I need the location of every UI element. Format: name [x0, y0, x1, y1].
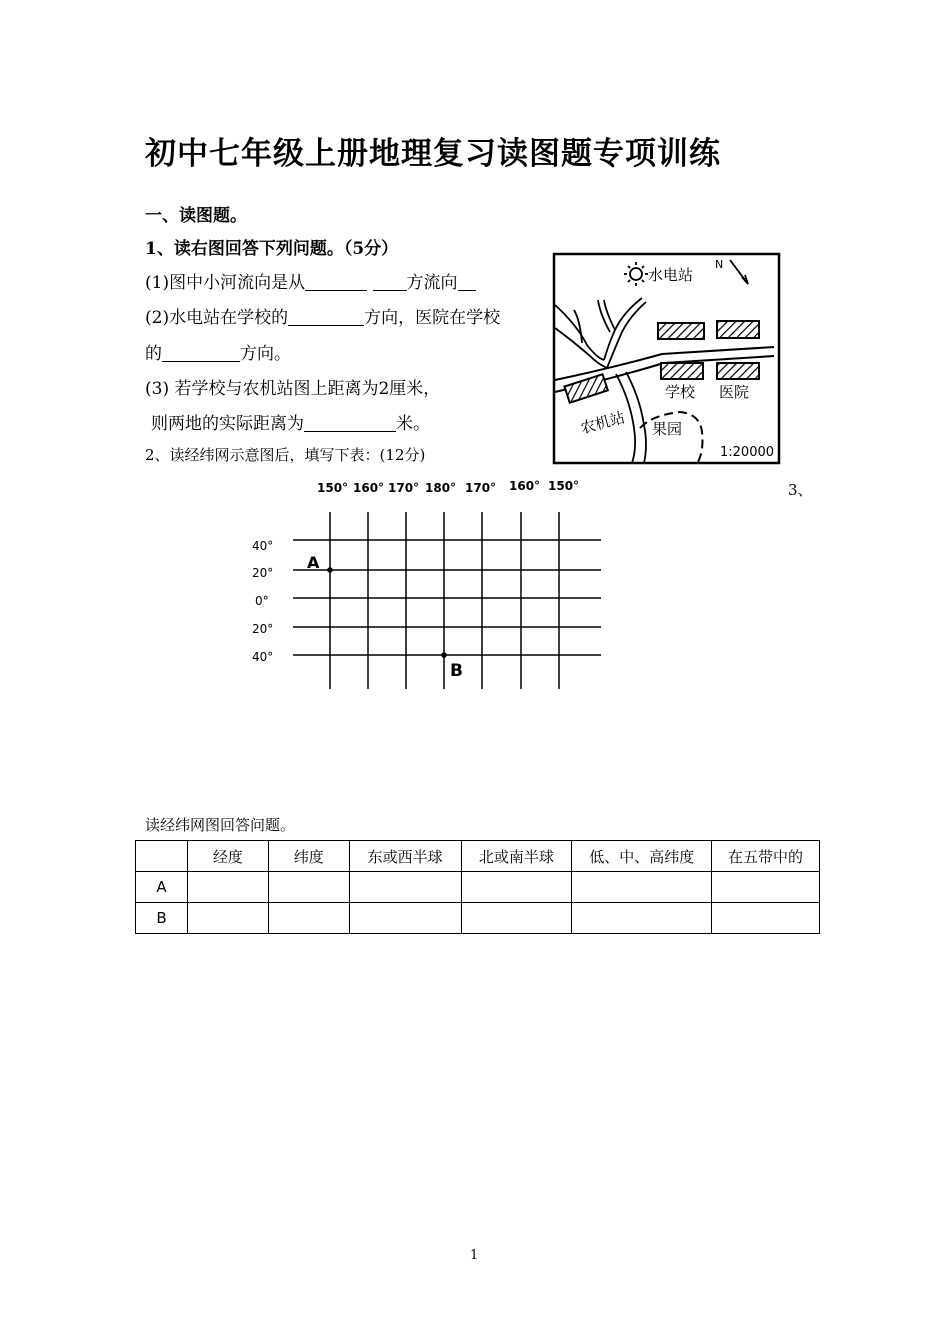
page-title: 初中七年级上册地理复习读图题专项训练 [145, 136, 721, 172]
answer-blank[interactable] [305, 273, 367, 291]
longitude-label: 150° [317, 481, 349, 495]
table-header-cell: 经度 [187, 841, 268, 872]
label-hospital: 医院 [719, 383, 750, 401]
grid-lines [293, 512, 601, 689]
answer-cell[interactable] [349, 872, 461, 903]
q2-heading: 2、读经纬网示意图后，填写下表：(12分) [145, 446, 426, 464]
q1-line-2-text-a: (2)水电站在学校的 [145, 308, 289, 328]
answer-cell[interactable] [461, 872, 572, 903]
q1-line-2-text-b: 方向，医院在学校 [364, 308, 501, 328]
longitude-label: 160° [509, 479, 541, 493]
building-hatched [717, 321, 759, 338]
hospital-building [717, 363, 759, 379]
longitude-label: 150° [548, 479, 580, 493]
north-label: N [715, 258, 724, 271]
label-orchard: 果园 [652, 420, 683, 438]
answer-cell[interactable] [349, 903, 461, 934]
table-header-cell: 纬度 [268, 841, 349, 872]
q1-line-5-text-b: 米。 [396, 414, 430, 434]
table-row [136, 903, 820, 934]
answer-cell[interactable] [461, 903, 572, 934]
table-caption: 读经纬网图回答问题。 [145, 816, 296, 834]
answer-cell[interactable] [268, 903, 349, 934]
table-row [136, 872, 820, 903]
row-label: A [136, 872, 188, 903]
longitude-label: 180° [425, 481, 457, 495]
label-hydro-station: 水电站 [648, 266, 694, 284]
answer-cell[interactable] [187, 872, 268, 903]
answer-blank[interactable] [373, 273, 407, 291]
answer-cell[interactable] [268, 872, 349, 903]
table-header-cell: 低、中、高纬度 [572, 841, 712, 872]
point-b-label: B [450, 661, 463, 681]
answer-table [135, 840, 820, 934]
answer-cell[interactable] [572, 872, 712, 903]
q1-line-3-text-a: 的 [145, 344, 162, 364]
q1-line-5 [151, 409, 430, 434]
latitude-label: 40° [252, 539, 274, 553]
map-scale: 1:20000 [720, 445, 775, 460]
answer-blank[interactable] [304, 414, 396, 432]
answer-blank[interactable] [162, 344, 240, 362]
q1-line-3-text-b: 方向。 [240, 344, 291, 364]
answer-blank[interactable] [288, 308, 364, 326]
row-label: B [136, 903, 188, 934]
q1-line-5-text-a: 则两地的实际距离为 [151, 414, 304, 434]
table-header-row [136, 841, 820, 872]
table-header-cell: 东或西半球 [349, 841, 461, 872]
point-a-dot [327, 567, 333, 573]
q1-line-3 [145, 339, 291, 364]
longitude-label: 170° [465, 481, 497, 495]
latitude-label: 40° [252, 650, 274, 664]
q1-line-1-text-b: 方流向 [406, 273, 458, 293]
point-a-label: A [307, 553, 320, 572]
q1-heading: 1、读右图回答下列问题。（5分） [145, 239, 399, 259]
page-number: 1 [470, 1248, 479, 1263]
label-farm-station: 农机站 [578, 408, 627, 438]
section-heading: 一、读图题。 [145, 206, 247, 226]
answer-cell[interactable] [712, 872, 820, 903]
answer-cell[interactable] [712, 903, 820, 934]
q1-line-2 [145, 303, 500, 328]
q1-line-1-text-a: (1)图中小河流向是从 [145, 273, 306, 293]
school-building [661, 363, 703, 379]
latitude-label: 20° [252, 622, 274, 636]
point-b-dot [441, 652, 447, 658]
q1-line-4: (3) 若学校与农机站图上距离为2厘米， [145, 379, 441, 399]
longitude-label: 170° [388, 481, 420, 495]
answer-cell[interactable] [572, 903, 712, 934]
answer-cell[interactable] [187, 903, 268, 934]
q1-line-1 [145, 268, 476, 293]
table-header-cell [136, 841, 188, 872]
lat-long-grid [245, 474, 605, 692]
answer-blank[interactable] [458, 273, 476, 291]
table-header-cell: 在五带中的 [712, 841, 820, 872]
building-hatched [658, 323, 704, 339]
q3-label: 3、 [788, 481, 813, 499]
latitude-label: 0° [255, 594, 269, 608]
label-school: 学校 [665, 383, 696, 401]
q1-map [552, 250, 782, 468]
table-header-cell: 北或南半球 [461, 841, 572, 872]
longitude-label: 160° [353, 481, 385, 495]
longitude-labels [317, 479, 579, 495]
latitude-labels [252, 539, 273, 664]
latitude-label: 20° [252, 566, 274, 580]
